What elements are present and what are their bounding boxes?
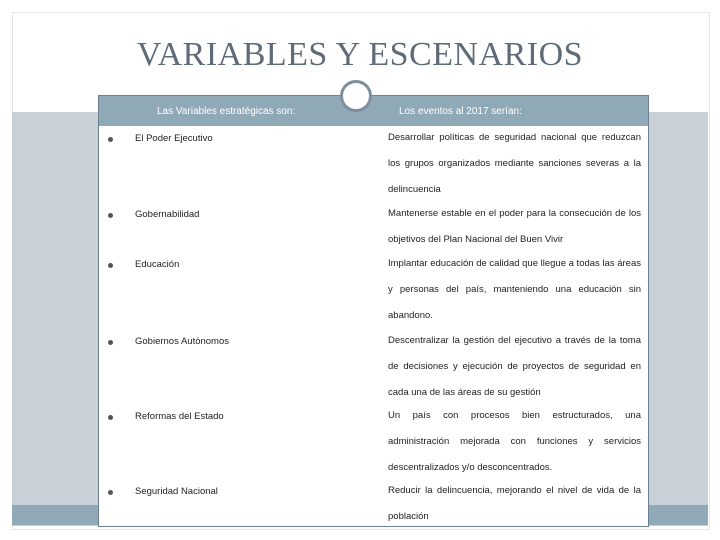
evento-cell: Reducir la delincuencia, mejorando el nivel de vida de la población [388,485,641,522]
variable-cell: Gobernabilidad [135,209,200,220]
evento-cell: Implantar educación de calidad que llegue a todas las áreas y personas del país, manteniendo una educación sin abandono. [388,258,641,321]
header-eventos: Los eventos al 2017 serían: [399,106,522,117]
bullet-icon [108,137,113,142]
bullet-icon [108,213,113,218]
strategy-table [98,95,649,527]
table-header [99,96,648,126]
circle-ornament-icon [340,80,372,112]
variable-cell: Seguridad Nacional [135,486,218,497]
evento-cell: Un país con procesos bien estructurados, una administración mejorada con funciones y servicios descentralizados y/o desconcentrados. [388,410,641,473]
evento-cell: Desarrollar políticas de seguridad nacional que reduzcan los grupos organizados mediante sanciones severas a la delincuencia [388,132,641,195]
evento-cell: Mantenerse estable en el poder para la consecución de los objetivos del Plan Nacional del Buen Vivir [388,208,641,245]
variable-cell: Educación [135,259,180,270]
bullet-icon [108,415,113,420]
variable-cell: Gobiernos Autónomos [135,336,230,347]
bullet-icon [108,490,113,495]
evento-cell: Descentralizar la gestión del ejecutivo a través de la toma de decisiones y ejecución de proyectos de seguridad en cada una de las áreas de su gestión [388,335,641,398]
header-variables: Las Variables estratégicas son: [157,106,296,117]
bullet-icon [108,340,113,345]
slide-title: VARIABLES Y ESCENARIOS [136,36,584,73]
variable-cell: El Poder Ejecutivo [135,133,213,144]
variable-cell: Reformas del Estado [135,411,224,422]
bullet-icon [108,263,113,268]
